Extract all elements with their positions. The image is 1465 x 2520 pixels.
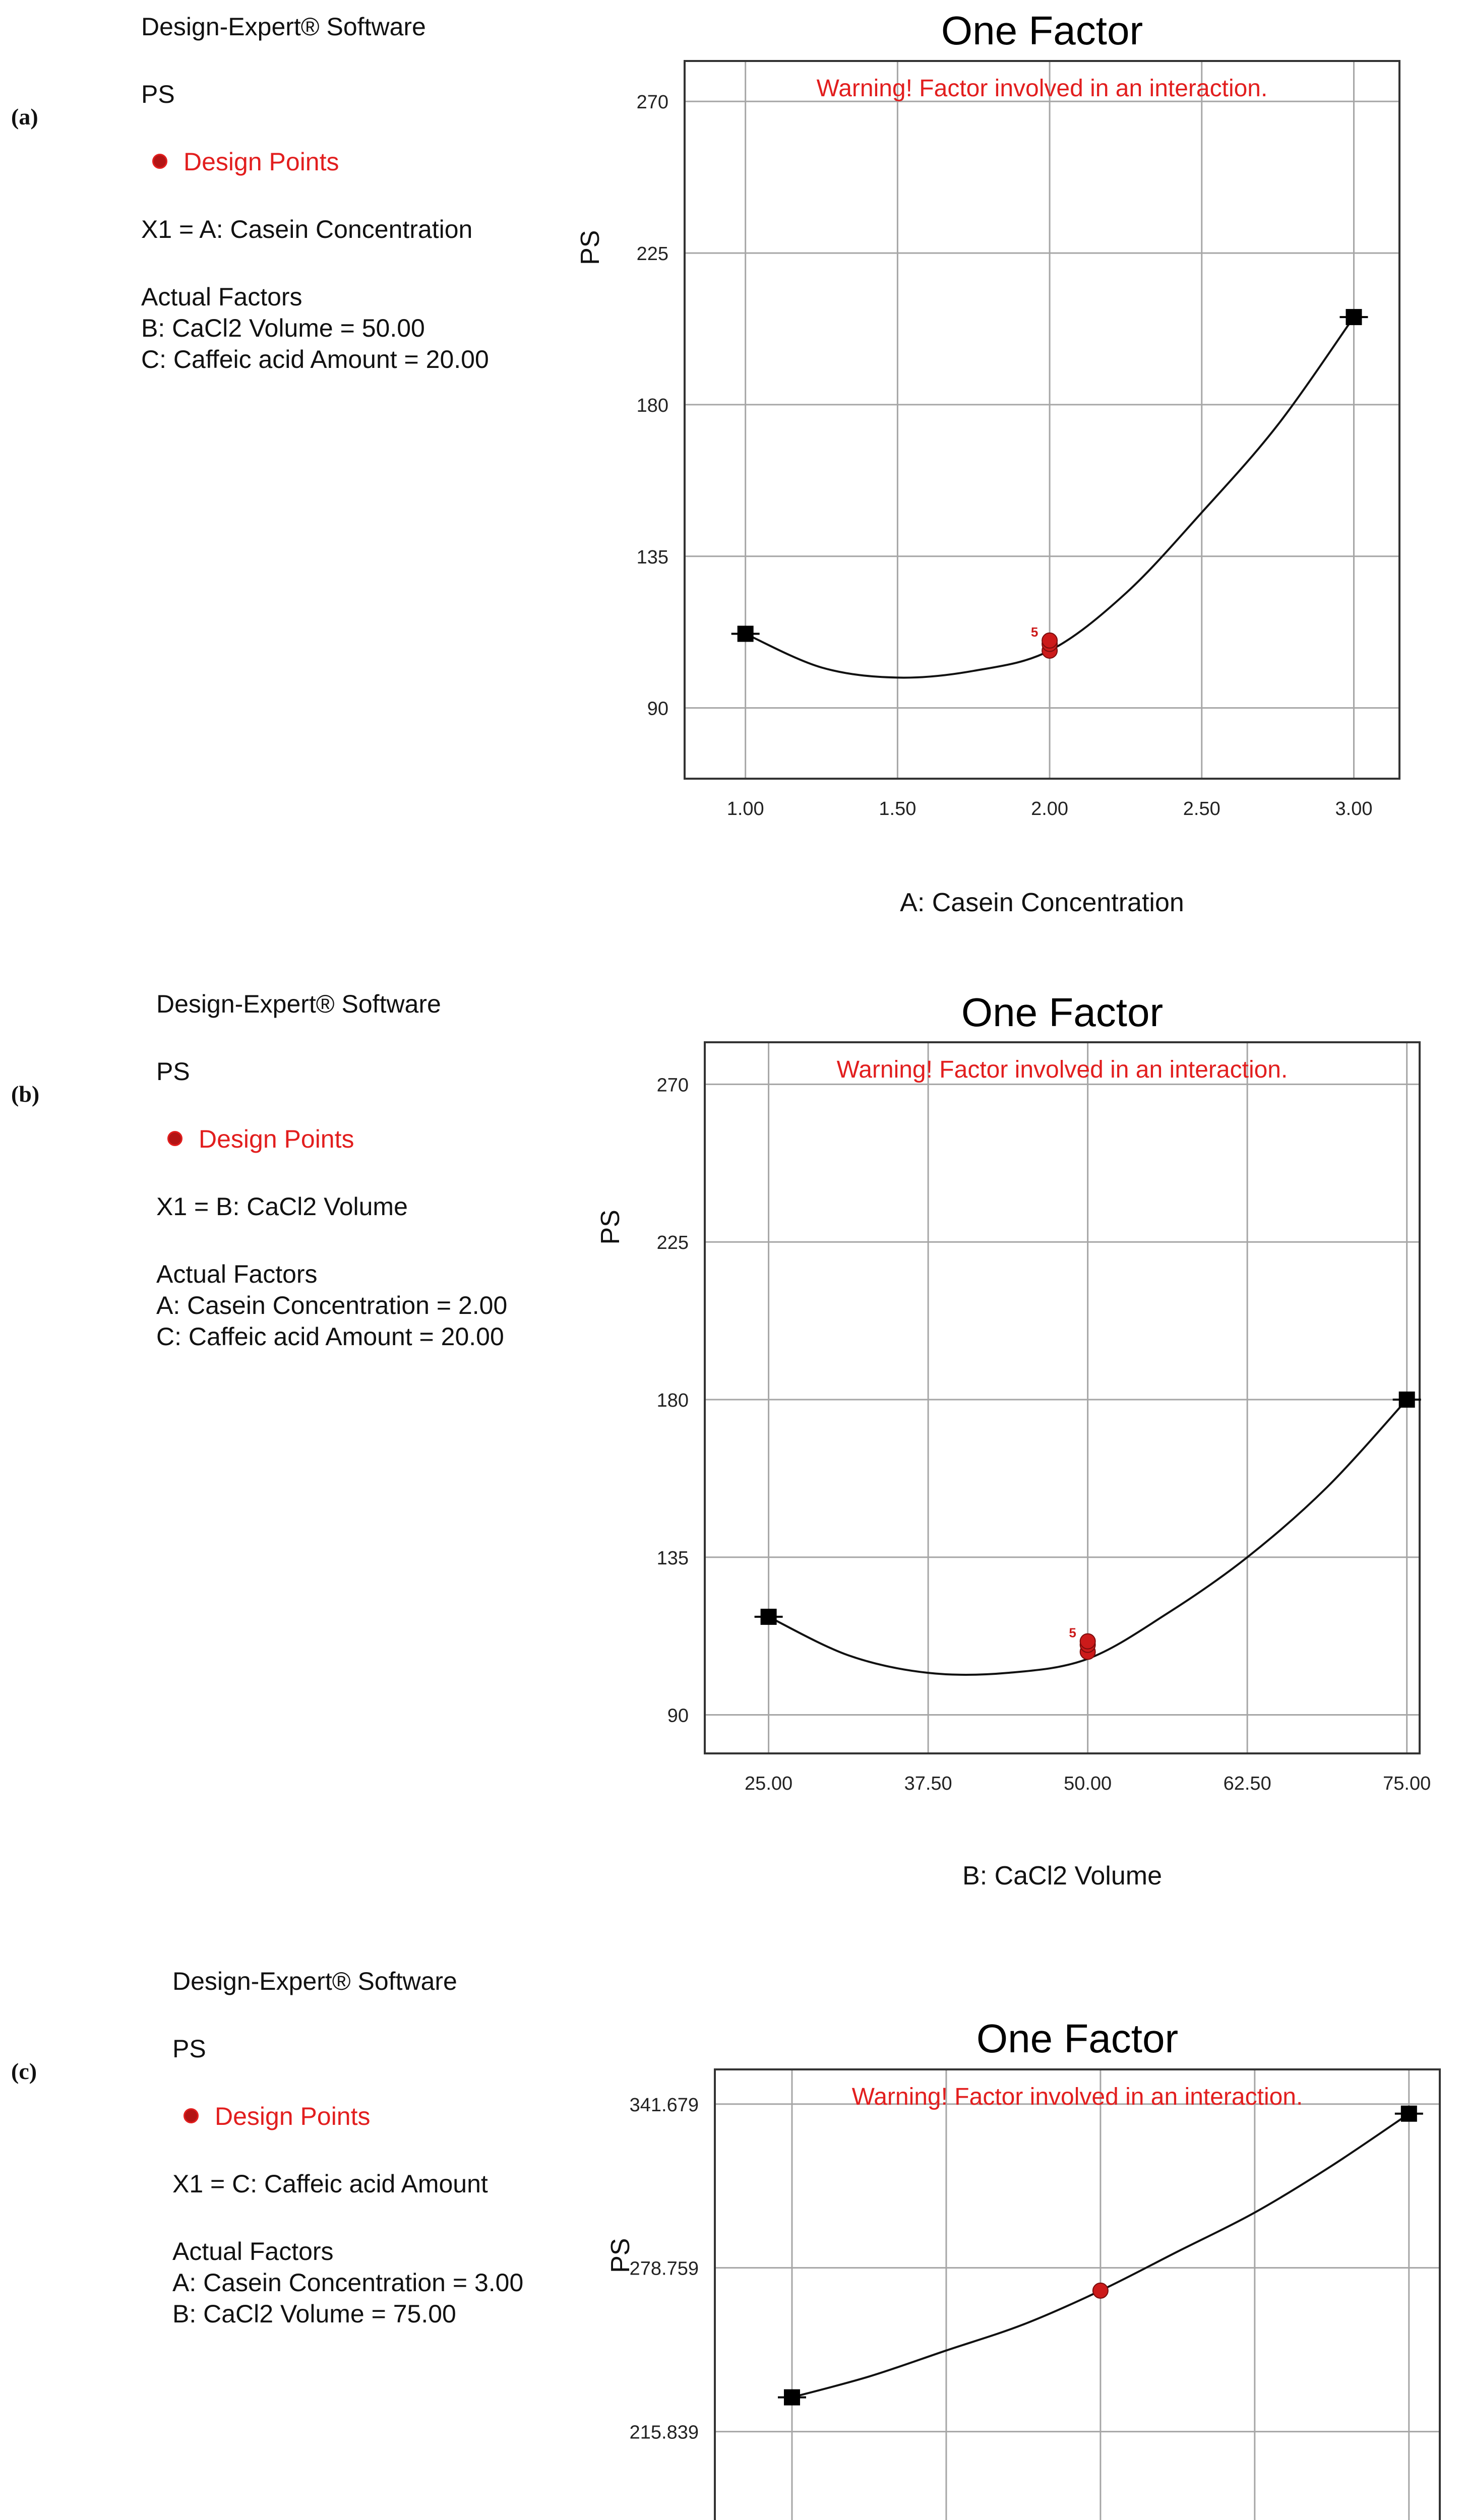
y-tick-label: 278.759 — [629, 2258, 699, 2280]
y-axis-label: PS — [596, 1210, 625, 1245]
x-tick-label: 25.00 — [745, 1773, 793, 1794]
x-tick-label: 1.00 — [726, 798, 764, 820]
y-tick-label: 270 — [636, 92, 668, 113]
one-factor-chart-c — [0, 1955, 1465, 2520]
end-point-marker — [784, 2389, 800, 2406]
actual-factor-2: C: Caffeic acid Amount = 20.00 — [156, 1322, 504, 1351]
panel-b — [0, 977, 1465, 1955]
x-tick-label: 1.50 — [879, 798, 917, 820]
actual-factor-2: C: Caffeic acid Amount = 20.00 — [141, 345, 489, 373]
end-point-marker — [1399, 1392, 1415, 1408]
replicate-count-label: 5 — [1030, 624, 1039, 640]
interaction-warning: Warning! Factor involved in an interaction. — [816, 75, 1268, 102]
design-point — [1093, 2283, 1108, 2298]
y-tick-label: 270 — [656, 1075, 689, 1096]
replicate-count-label: 5 — [1069, 1625, 1076, 1641]
x-axis-label: A: Casein Concentration — [900, 888, 1184, 917]
plot-frame — [715, 2069, 1440, 2520]
x-tick-label: 2.00 — [1031, 798, 1069, 820]
design-points-label: Design Points — [199, 1125, 354, 1153]
y-tick-label: 180 — [636, 395, 668, 416]
y-tick-label: 180 — [656, 1390, 689, 1411]
panel-a — [0, 0, 1465, 977]
software-label: Design-Expert® Software — [156, 990, 441, 1018]
actual-factor-1: B: CaCl2 Volume = 50.00 — [141, 314, 425, 342]
actual-factor-1: A: Casein Concentration = 3.00 — [172, 2269, 524, 2297]
end-point-marker — [738, 626, 754, 642]
y-tick-label: 90 — [647, 698, 668, 720]
design-points-label: Design Points — [184, 148, 339, 176]
x-tick-label: 3.00 — [1335, 798, 1373, 820]
interaction-warning: Warning! Factor involved in an interaction. — [851, 2084, 1303, 2110]
panel-c — [0, 1955, 1465, 2520]
plot-frame — [705, 1042, 1420, 1753]
x1-factor-label: X1 = C: Caffeic acid Amount — [172, 2170, 488, 2198]
end-point-marker — [761, 1609, 777, 1625]
interaction-warning: Warning! Factor involved in an interaction. — [836, 1056, 1288, 1083]
y-axis-label: PS — [576, 230, 605, 265]
actual-factors-heading: Actual Factors — [172, 2237, 334, 2265]
y-tick-label: 135 — [636, 546, 668, 568]
y-axis-label: PS — [606, 2238, 635, 2273]
y-tick-label: 225 — [656, 1232, 689, 1254]
y-tick-label: 135 — [656, 1547, 689, 1569]
response-label: PS — [141, 80, 175, 108]
end-point-marker — [1401, 2106, 1417, 2122]
response-label: PS — [172, 2035, 206, 2063]
x-tick-label: 75.00 — [1383, 1773, 1431, 1794]
y-tick-label: 341.679 — [629, 2094, 699, 2116]
x-tick-label: 2.50 — [1183, 798, 1220, 820]
response-label: PS — [156, 1057, 190, 1086]
x-tick-label: 62.50 — [1223, 1773, 1271, 1794]
actual-factors-heading: Actual Factors — [141, 283, 302, 311]
x-axis-label: B: CaCl2 Volume — [962, 1861, 1162, 1891]
panel-label: (c) — [11, 2058, 37, 2084]
end-point-marker — [1346, 309, 1362, 325]
one-factor-chart-a — [0, 0, 1465, 977]
software-label: Design-Expert® Software — [172, 1967, 457, 1995]
chart-title: One Factor — [976, 2016, 1179, 2061]
chart-title: One Factor — [941, 8, 1143, 53]
y-tick-label: 225 — [636, 243, 668, 265]
plot-frame — [685, 61, 1399, 779]
design-point — [1080, 1634, 1095, 1649]
actual-factors-heading: Actual Factors — [156, 1260, 318, 1288]
actual-factor-1: A: Casein Concentration = 2.00 — [156, 1291, 508, 1319]
y-tick-label: 215.839 — [629, 2422, 699, 2443]
actual-factor-2: B: CaCl2 Volume = 75.00 — [172, 2300, 456, 2328]
x-tick-label: 37.50 — [904, 1773, 952, 1794]
y-tick-label: 90 — [667, 1705, 689, 1727]
design-point — [1042, 633, 1057, 648]
panel-label: (b) — [11, 1081, 40, 1107]
chart-title: One Factor — [961, 990, 1164, 1035]
panel-label: (a) — [11, 104, 38, 130]
software-label: Design-Expert® Software — [141, 13, 426, 41]
x1-factor-label: X1 = B: CaCl2 Volume — [156, 1192, 408, 1221]
x1-factor-label: X1 = A: Casein Concentration — [141, 215, 473, 243]
design-points-label: Design Points — [215, 2102, 371, 2130]
x-tick-label: 50.00 — [1064, 1773, 1112, 1794]
one-factor-chart-b — [0, 977, 1465, 1955]
